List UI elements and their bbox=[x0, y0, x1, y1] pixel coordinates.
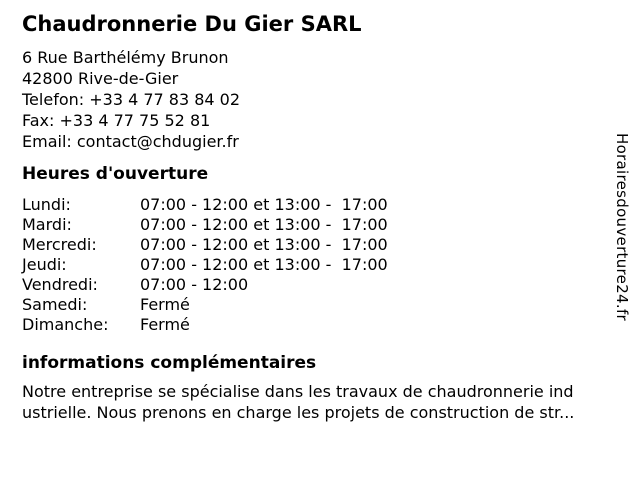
address-line-city: 42800 Rive-de-Gier bbox=[22, 69, 179, 88]
day-label: Samedi: bbox=[22, 295, 88, 314]
hours-heading: Heures d'ouverture bbox=[22, 164, 209, 184]
email-line: Email: contact@chdugier.fr bbox=[22, 132, 239, 151]
hours-value: Fermé bbox=[140, 315, 190, 334]
phone-line: Telefon: +33 4 77 83 84 02 bbox=[22, 90, 241, 109]
hours-row-thursday bbox=[22, 255, 607, 275]
address-line-street: 6 Rue Barthélémy Brunon bbox=[22, 48, 229, 67]
hours-table bbox=[22, 195, 607, 335]
day-label: Dimanche: bbox=[22, 315, 109, 334]
day-label: Mardi: bbox=[22, 215, 72, 234]
hours-row-tuesday bbox=[22, 215, 607, 235]
hours-row-wednesday bbox=[22, 235, 607, 255]
contact-block bbox=[22, 47, 607, 152]
day-label: Lundi: bbox=[22, 195, 71, 214]
hours-value: 07:00 - 12:00 et 13:00 - 17:00 bbox=[140, 255, 388, 274]
hours-value: 07:00 - 12:00 et 13:00 - 17:00 bbox=[140, 235, 388, 254]
page-title: Chaudronnerie Du Gier SARL bbox=[22, 12, 362, 36]
watermark-vertical-text: Horairesdouverture24.fr bbox=[613, 133, 631, 321]
hours-value: 07:00 - 12:00 bbox=[140, 275, 249, 294]
main-content bbox=[22, 12, 607, 423]
day-label: Mercredi: bbox=[22, 235, 97, 254]
info-text-line: ustrielle. Nous prenons en charge les projets de construction de str... bbox=[22, 403, 575, 422]
info-heading: informations complémentaires bbox=[22, 353, 317, 373]
fax-line: Fax: +33 4 77 75 52 81 bbox=[22, 111, 211, 130]
hours-row-sunday bbox=[22, 315, 607, 335]
day-label: Vendredi: bbox=[22, 275, 98, 294]
hours-row-friday bbox=[22, 275, 607, 295]
hours-value: Fermé bbox=[140, 295, 190, 314]
hours-value: 07:00 - 12:00 et 13:00 - 17:00 bbox=[140, 215, 388, 234]
info-paragraph bbox=[22, 381, 607, 423]
hours-value: 07:00 - 12:00 et 13:00 - 17:00 bbox=[140, 195, 388, 214]
hours-row-saturday bbox=[22, 295, 607, 315]
hours-row-monday bbox=[22, 195, 607, 215]
day-label: Jeudi: bbox=[22, 255, 67, 274]
info-text-line: Notre entreprise se spécialise dans les travaux de chaudronnerie ind bbox=[22, 382, 574, 401]
